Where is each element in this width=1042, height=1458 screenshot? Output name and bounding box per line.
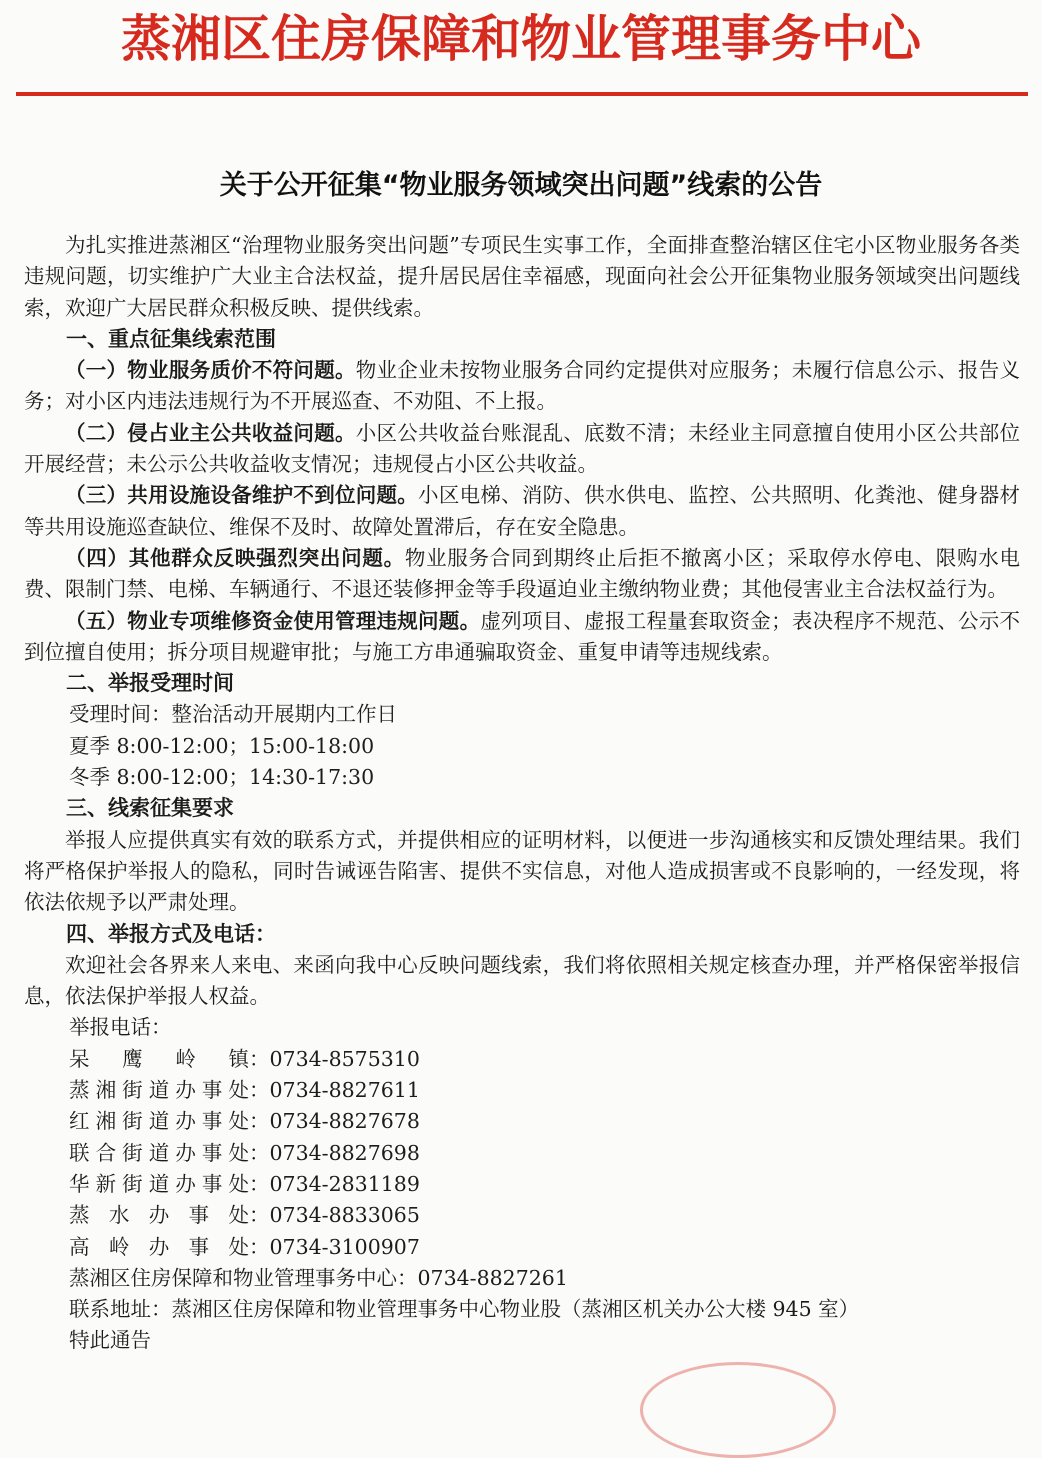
- closing-notice: 特此通告: [69, 1328, 151, 1353]
- phone-row: [24, 1106, 1020, 1137]
- section1-item-1: [24, 355, 1020, 418]
- colon: ：: [249, 1171, 270, 1196]
- item-lead: （三）共用设施设备维护不到位问题。: [65, 483, 419, 508]
- reception-time: 受理时间：整治活动开展期内工作日: [69, 702, 397, 727]
- summer-hours: 夏季 8:00-12:00；15:00-18:00: [69, 733, 375, 758]
- document-title: 关于公开征集“物业服务领域突出问题”线索的公告: [219, 170, 823, 201]
- red-divider: [16, 92, 1028, 96]
- section4-text: 欢迎社会各界来人来电、来函向我中心反映问题线索，我们将依照相关规定核查办理，并严格保密举报信息，依法保护举报人权益。: [24, 952, 1020, 1009]
- phone-number: 0734-2831189: [269, 1171, 420, 1196]
- org-masthead: 蒸湘区住房保障和物业管理事务中心: [121, 10, 921, 68]
- item-text: 小区公共收益台账混乱、底数不清；未经业主同意擅自使用小区公共部位开展经营；未公示公共收益收支情况；违规侵占小区公共收益。: [24, 420, 1020, 477]
- colon: ：: [249, 1203, 270, 1228]
- section1-item-4: [24, 543, 1020, 606]
- colon: ：: [249, 1078, 270, 1103]
- phone-row: [24, 1200, 1020, 1231]
- phone-unit: 蒸水办事处: [69, 1203, 249, 1228]
- phone-unit: 联合街道办事处: [69, 1140, 249, 1165]
- contact-address: 联系地址：蒸湘区住房保障和物业管理事务中心物业股（蒸湘区机关办公大楼 945 室）: [69, 1297, 860, 1322]
- colon: ：: [249, 1109, 270, 1134]
- winter-hours: 冬季 8:00-12:00；14:30-17:30: [69, 765, 375, 790]
- phones-label: 举报电话：: [69, 1015, 172, 1040]
- phone-number: 0734-3100907: [269, 1234, 420, 1259]
- phone-row: [24, 1138, 1020, 1169]
- phone-unit: 红湘街道办事处: [69, 1109, 249, 1134]
- colon: ：: [249, 1046, 270, 1071]
- item-text: 物业企业未按物业服务合同约定提供对应服务；未履行信息公示、报告义务；对小区内违法违规行为不开展巡查、不劝阻、不上报。: [24, 358, 1020, 414]
- section1-item-3: [24, 480, 1020, 543]
- section4-heading: 四、举报方式及电话：: [66, 921, 276, 946]
- phone-row: [24, 1044, 1020, 1075]
- item-text: 虚列项目、虚报工程量套取资金；表决程序不规范、公示不到位擅自使用；拆分项目规避审批；与施工方串通骗取资金、重复申请等违规线索。: [24, 608, 1021, 664]
- phone-row: [24, 1169, 1020, 1200]
- section2-heading: 二、举报受理时间: [66, 671, 234, 696]
- section1-item-5: [24, 606, 1020, 669]
- phone-unit: 高岭办事处: [69, 1234, 249, 1259]
- section3-text: 举报人应提供真实有效的联系方式，并提供相应的证明材料，以便进一步沟通核实和反馈处理结果。我们将严格保护举报人的隐私，同时告诫诬告陷害、提供不实信息，对他人造成损害或不良影响的，一经发现，将依法依规予以严肃处理。: [24, 827, 1020, 915]
- item-lead: （四）其他群众反映强烈突出问题。: [65, 545, 405, 570]
- colon: ：: [249, 1140, 270, 1165]
- phone-unit: 华新街道办事处: [69, 1171, 249, 1196]
- section1-item-2: [24, 418, 1020, 481]
- phone-number: 0734-8827698: [269, 1140, 420, 1165]
- item-lead: （二）侵占业主公共收益问题。: [65, 420, 356, 445]
- document-body: [24, 230, 1020, 1357]
- intro-paragraph: 为扎实推进蒸湘区“治理物业服务突出问题”专项民生实事工作，全面排查整治辖区住宅小区物业服务各类违规问题，切实维护广大业主合法权益，提升居民居住幸福感，现面向社会公开征集物业服务领域突出问题线索，欢迎广大居民群众积极反映、提供线索。: [24, 233, 1020, 320]
- section3-heading: 三、线索征集要求: [66, 796, 234, 821]
- phone-unit: 蒸湘街道办事处: [69, 1078, 249, 1103]
- phone-number: 0734-8827678: [269, 1109, 420, 1134]
- item-text: 小区电梯、消防、供水供电、监控、公共照明、化粪池、健身器材等共用设施巡查缺位、维保不及时、故障处置滞后，存在安全隐患。: [24, 483, 1021, 539]
- phone-unit: 呆鹰岭镇: [69, 1046, 249, 1071]
- center-phone: 蒸湘区住房保障和物业管理事务中心：0734-8827261: [69, 1265, 568, 1290]
- phone-row: [24, 1075, 1020, 1106]
- colon: ：: [249, 1234, 270, 1259]
- section1-heading: 一、重点征集线索范围: [66, 326, 276, 351]
- item-lead: （一）物业服务质价不符问题。: [65, 358, 356, 383]
- official-seal: [640, 1362, 836, 1458]
- phone-number: 0734-8827611: [269, 1078, 420, 1103]
- item-text: 物业服务合同到期终止后拒不撤离小区；采取停水停电、限购水电费、限制门禁、电梯、车辆通行、不退还装修押金等手段逼迫业主缴纳物业费；其他侵害业主合法权益行为。: [24, 545, 1021, 602]
- item-lead: （五）物业专项维修资金使用管理违规问题。: [65, 608, 481, 633]
- phone-row: [24, 1232, 1020, 1263]
- phone-number: 0734-8575310: [269, 1046, 420, 1071]
- phone-number: 0734-8833065: [269, 1203, 420, 1228]
